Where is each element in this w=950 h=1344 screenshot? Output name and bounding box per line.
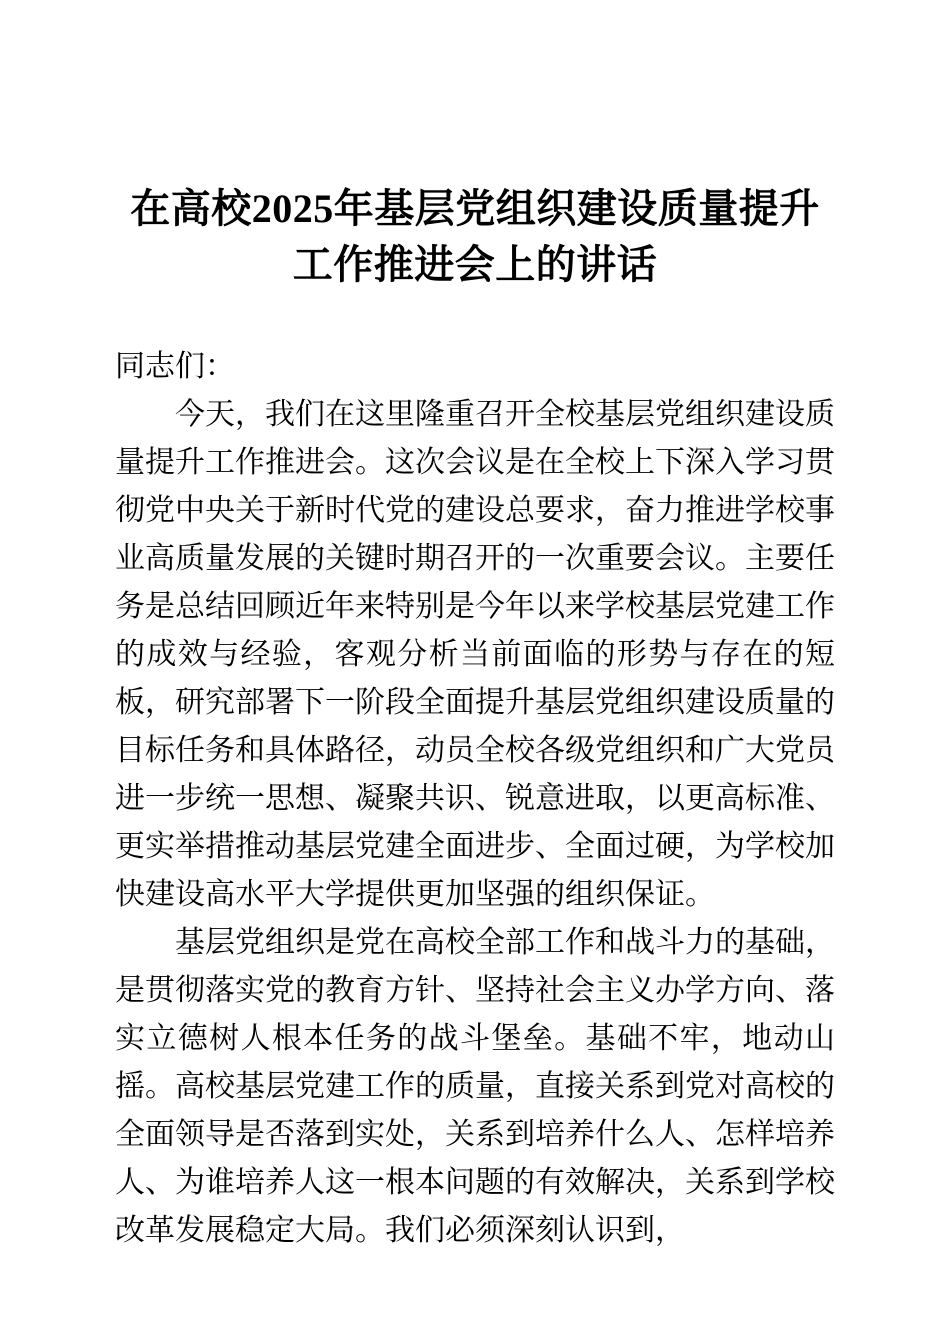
document-body [115,0,835,1255]
salutation: 同志们： [115,350,235,383]
body-paragraph-2: 基层党组织是党在高校全部工作和战斗力的基础，是贯彻落实党的教育方针、坚持社会主义办学方向、落实立德树人根本任务的战斗堡垒。基础不牢，地动山摇。高校基层党建工作的质量，直接关系到党对高校的全面领导是否落到实处，关系到培养什么人、怎样培养人、为谁培养人这一根本问题的有效解决，关系到学校改革发展稳定大局。我们必须深刻认识到， [115,926,835,1247]
body-paragraph-1: 今天，我们在这里隆重召开全校基层党组织建设质量提升工作推进会。这次会议是在全校上下深入学习贯彻党中央关于新时代党的建设总要求，奋力推进学校事业高质量发展的关键时期召开的一次重要会议。主要任务是总结回顾近年来特别是今年以来学校基层党建工作的成效与经验，客观分析当前面临的形势与存在的短板，研究部署下一阶段全面提升基层党组织建设质量的目标任务和具体路径，动员全校各级党组织和广大党员进一步统一思想、凝聚共识、锐意进取，以更高标准、更实举措推动基层党建全面进步、全面过硬，为学校加快建设高水平大学提供更加坚强的组织保证。 [115,398,835,911]
page-title: 在高校2025年基层党组织建设质量提升工作推进会上的讲话 [130,186,820,287]
